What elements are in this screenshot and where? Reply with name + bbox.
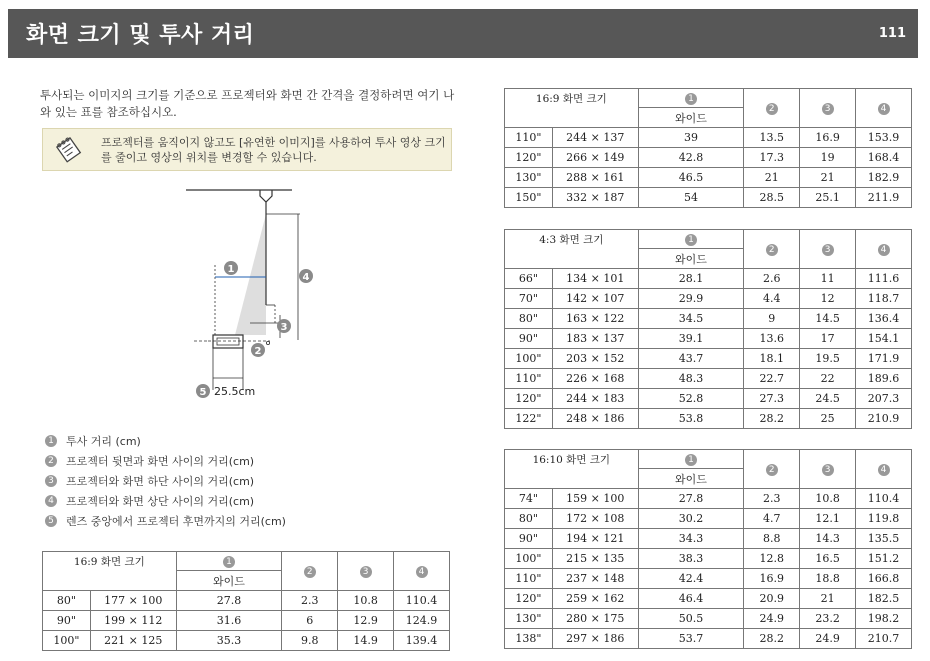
table-cell: 211.9 (856, 188, 912, 208)
table-row (505, 269, 912, 289)
table-row (505, 289, 912, 309)
table-row (505, 349, 912, 369)
table-cell: 12.9 (338, 611, 394, 631)
column-header (394, 552, 450, 591)
table-cell: 11 (800, 269, 856, 289)
column-number-badge: 4 (416, 566, 428, 578)
table-cell: 27.8 (638, 489, 744, 509)
table-row (505, 369, 912, 389)
table-cell: 226 × 168 (552, 369, 638, 389)
table-cell: 198.2 (856, 609, 912, 629)
column-number-badge: 2 (304, 566, 316, 578)
table-cell: 166.8 (856, 569, 912, 589)
table-169-a (42, 551, 450, 651)
table-row (505, 489, 912, 509)
table-cell: 90" (505, 329, 553, 349)
table-cell: 110.4 (394, 591, 450, 611)
table-cell: 20.9 (744, 589, 800, 609)
table-cell: 39.1 (638, 329, 744, 349)
table-cell: 74" (505, 489, 553, 509)
svg-text:4: 4 (302, 272, 310, 283)
table-cell: 6 (282, 611, 338, 631)
column-header (800, 230, 856, 269)
table-cell: 21 (744, 168, 800, 188)
table-cell: 24.9 (744, 609, 800, 629)
table-cell: 244 × 137 (552, 128, 638, 148)
column-header (800, 450, 856, 489)
table-cell: 177 × 100 (90, 591, 176, 611)
page-number: 111 (878, 26, 906, 41)
table-cell: 30.2 (638, 509, 744, 529)
table-cell: 10.8 (800, 489, 856, 509)
column-header (856, 230, 912, 269)
table-cell: 54 (638, 188, 744, 208)
table-cell: 80" (505, 309, 553, 329)
legend-text: 프로젝터 뒷면과 화면 사이의 거리(cm) (66, 455, 255, 468)
column-number-badge: 3 (822, 103, 834, 115)
table-cell: 53.8 (638, 409, 744, 429)
table-cell: 46.4 (638, 589, 744, 609)
table-cell: 210.7 (856, 629, 912, 649)
column-header (744, 230, 800, 269)
table-cell: 182.9 (856, 168, 912, 188)
column-header (638, 89, 744, 108)
table-cell: 150" (505, 188, 553, 208)
table-cell: 66" (505, 269, 553, 289)
table-cell: 22 (800, 369, 856, 389)
table-cell: 221 × 125 (90, 631, 176, 651)
table-cell: 142 × 107 (552, 289, 638, 309)
table-cell: 46.5 (638, 168, 744, 188)
table-cell: 22.7 (744, 369, 800, 389)
table-cell: 153.9 (856, 128, 912, 148)
table-cell: 163 × 122 (552, 309, 638, 329)
table-cell: 100" (505, 549, 553, 569)
table-1610 (504, 449, 912, 649)
legend-list (45, 431, 375, 531)
table-cell: 110" (505, 569, 553, 589)
svg-text:2: 2 (254, 346, 262, 357)
table-cell: 90" (43, 611, 91, 631)
legend-item (45, 511, 375, 531)
marker-5 (196, 384, 210, 398)
table-cell: 24.5 (800, 389, 856, 409)
table-cell: 210.9 (856, 409, 912, 429)
column-number-badge: 3 (360, 566, 372, 578)
table-cell: 172 × 108 (552, 509, 638, 529)
table-cell: 203 × 152 (552, 349, 638, 369)
table-cell: 25.1 (800, 188, 856, 208)
table-cell: 80" (43, 591, 91, 611)
table-cell: 120" (505, 589, 553, 609)
table-cell: 16.5 (800, 549, 856, 569)
legend-item (45, 431, 375, 451)
table-cell: 18.8 (800, 569, 856, 589)
table-cell: 9.8 (282, 631, 338, 651)
table-cell: 16.9 (800, 128, 856, 148)
page-title: 화면 크기 및 투사 거리 (26, 23, 255, 48)
table-cell: 18.1 (744, 349, 800, 369)
table-row (505, 389, 912, 409)
table-cell: 297 × 186 (552, 629, 638, 649)
table-cell: 80" (505, 509, 553, 529)
table-cell: 110" (505, 369, 553, 389)
table-cell: 139.4 (394, 631, 450, 651)
table-cell: 48.3 (638, 369, 744, 389)
table-cell: 12 (800, 289, 856, 309)
table-cell: 31.6 (176, 611, 282, 631)
column-header (856, 450, 912, 489)
table-cell: 120" (505, 389, 553, 409)
wide-label: 와이드 (176, 571, 282, 591)
column-header (638, 230, 744, 249)
table-cell: 288 × 161 (552, 168, 638, 188)
table-cell: 266 × 149 (552, 148, 638, 168)
table-cell: 332 × 187 (552, 188, 638, 208)
table-cell: 159 × 100 (552, 489, 638, 509)
svg-text:1: 1 (227, 264, 235, 275)
table-cell: 110.4 (856, 489, 912, 509)
legend-item (45, 491, 375, 511)
table-cell: 29.9 (638, 289, 744, 309)
table-cell: 154.1 (856, 329, 912, 349)
table-cell: 14.5 (800, 309, 856, 329)
column-number-badge: 3 (822, 244, 834, 256)
column-header (744, 450, 800, 489)
note-box (42, 128, 452, 171)
table-row (505, 509, 912, 529)
table-cell: 21 (800, 168, 856, 188)
marker-2 (251, 343, 265, 357)
table-cell: 111.6 (856, 269, 912, 289)
table-cell: 244 × 183 (552, 389, 638, 409)
column-number-badge: 2 (766, 244, 778, 256)
table-cell: 17 (800, 329, 856, 349)
column-number-badge: 2 (766, 103, 778, 115)
marker-1 (224, 261, 238, 275)
table-row (505, 309, 912, 329)
table-cell: 27.8 (176, 591, 282, 611)
table-cell: 16.9 (744, 569, 800, 589)
table-cell: 17.3 (744, 148, 800, 168)
column-number-badge: 1 (685, 234, 697, 246)
table-cell: 9 (744, 309, 800, 329)
table-row (505, 629, 912, 649)
note-text: 프로젝터를 움직이지 않고도 [유연한 이미지]를 사용하여 투사 영상 크기를 줄이고 영상의 위치를 변경할 수 있습니다. (101, 136, 446, 164)
table-cell: 110" (505, 128, 553, 148)
table-row (43, 631, 450, 651)
marker-4 (299, 269, 313, 283)
column-header (338, 552, 394, 591)
table-cell: 14.3 (800, 529, 856, 549)
table-cell: 53.7 (638, 629, 744, 649)
table-cell: 34.3 (638, 529, 744, 549)
table-cell: 138" (505, 629, 553, 649)
table-cell: 189.6 (856, 369, 912, 389)
legend-num: 2 (45, 455, 57, 467)
table-row (43, 611, 450, 631)
table-cell: 151.2 (856, 549, 912, 569)
legend-num: 1 (45, 435, 57, 447)
table-cell: 27.3 (744, 389, 800, 409)
legend-item (45, 471, 375, 491)
column-number-badge: 4 (878, 464, 890, 476)
table-cell: 28.1 (638, 269, 744, 289)
wide-label: 와이드 (638, 249, 744, 269)
table-cell: 13.5 (744, 128, 800, 148)
table-cell: 25 (800, 409, 856, 429)
column-number-badge: 1 (685, 93, 697, 105)
column-number-badge: 1 (685, 454, 697, 466)
svg-text:5: 5 (199, 387, 207, 398)
table-row (505, 128, 912, 148)
table-cell: 19 (800, 148, 856, 168)
table-cell: 24.9 (800, 629, 856, 649)
table-cell: 19.5 (800, 349, 856, 369)
table-cell: 70" (505, 289, 553, 309)
table-cell: 35.3 (176, 631, 282, 651)
legend-num: 4 (45, 495, 57, 507)
table-cell: 2.6 (744, 269, 800, 289)
table-cell: 43.7 (638, 349, 744, 369)
distance-label: 25.5cm (214, 385, 256, 398)
table-cell: 122" (505, 409, 553, 429)
page-header (8, 9, 918, 58)
legend-text: 프로젝터와 화면 상단 사이의 거리(cm) (66, 495, 255, 508)
table-row (43, 591, 450, 611)
table-cell: 28.2 (744, 409, 800, 429)
wide-label: 와이드 (638, 469, 744, 489)
table-cell: 119.8 (856, 509, 912, 529)
marker-3 (277, 319, 291, 333)
table-cell: 248 × 186 (552, 409, 638, 429)
legend-num: 3 (45, 475, 57, 487)
table-row (505, 329, 912, 349)
table-title: 16:10 화면 크기 (505, 450, 639, 489)
table-cell: 4.4 (744, 289, 800, 309)
column-number-badge: 4 (878, 244, 890, 256)
column-header (638, 450, 744, 469)
table-cell: 118.7 (856, 289, 912, 309)
column-header (176, 552, 282, 571)
table-cell: 21 (800, 589, 856, 609)
table-title: 4:3 화면 크기 (505, 230, 639, 269)
table-cell: 135.5 (856, 529, 912, 549)
table-title: 16:9 화면 크기 (43, 552, 177, 591)
table-cell: 194 × 121 (552, 529, 638, 549)
table-cell: 14.9 (338, 631, 394, 651)
column-number-badge: 1 (223, 556, 235, 568)
table-cell: 23.2 (800, 609, 856, 629)
table-header-row (505, 230, 912, 249)
column-number-badge: 3 (822, 464, 834, 476)
table-header-row (505, 89, 912, 108)
table-cell: 90" (505, 529, 553, 549)
column-number-badge: 2 (766, 464, 778, 476)
table-cell: 39 (638, 128, 744, 148)
table-title: 16:9 화면 크기 (505, 89, 639, 128)
table-cell: 171.9 (856, 349, 912, 369)
legend-text: 렌즈 중앙에서 프로젝터 후면까지의 거리(cm) (66, 515, 286, 528)
table-row (505, 188, 912, 208)
table-row (505, 569, 912, 589)
projection-diagram (180, 180, 320, 405)
table-cell: 100" (43, 631, 91, 651)
table-cell: 13.6 (744, 329, 800, 349)
table-cell: 2.3 (282, 591, 338, 611)
table-cell: 134 × 101 (552, 269, 638, 289)
legend-text: 프로젝터와 화면 하단 사이의 거리(cm) (66, 475, 255, 488)
table-row (505, 168, 912, 188)
column-header (282, 552, 338, 591)
table-cell: 38.3 (638, 549, 744, 569)
table-cell: 199 × 112 (90, 611, 176, 631)
table-169-b (504, 88, 912, 208)
column-header (744, 89, 800, 128)
table-cell: 100" (505, 349, 553, 369)
table-row (505, 409, 912, 429)
table-cell: 120" (505, 148, 553, 168)
table-cell: 42.4 (638, 569, 744, 589)
table-43 (504, 229, 912, 429)
table-cell: 130" (505, 168, 553, 188)
column-header (856, 89, 912, 128)
legend-num: 5 (45, 515, 57, 527)
column-number-badge: 4 (878, 103, 890, 115)
table-cell: 168.4 (856, 148, 912, 168)
table-cell: 2.3 (744, 489, 800, 509)
table-row (505, 589, 912, 609)
svg-text:3: 3 (280, 322, 288, 333)
legend-text: 투사 거리 (cm) (66, 435, 141, 448)
table-cell: 12.1 (800, 509, 856, 529)
table-cell: 28.2 (744, 629, 800, 649)
table-cell: 124.9 (394, 611, 450, 631)
table-cell: 182.5 (856, 589, 912, 609)
wide-label: 와이드 (638, 108, 744, 128)
table-cell: 12.8 (744, 549, 800, 569)
table-cell: 42.8 (638, 148, 744, 168)
table-cell: 4.7 (744, 509, 800, 529)
table-cell: 215 × 135 (552, 549, 638, 569)
table-cell: 52.8 (638, 389, 744, 409)
table-cell: 130" (505, 609, 553, 629)
table-cell: 183 × 137 (552, 329, 638, 349)
table-cell: 136.4 (856, 309, 912, 329)
intro-text: 투사되는 이미지의 크기를 기준으로 프로젝터와 화면 간 간격을 결정하려면 여기 나와 있는 표를 참조하십시오. (40, 88, 455, 119)
table-cell: 207.3 (856, 389, 912, 409)
table-cell: 50.5 (638, 609, 744, 629)
legend-item (45, 451, 375, 471)
note-icon (53, 135, 83, 163)
table-cell: 259 × 162 (552, 589, 638, 609)
table-row (505, 148, 912, 168)
table-cell: 8.8 (744, 529, 800, 549)
table-cell: 10.8 (338, 591, 394, 611)
table-cell: 28.5 (744, 188, 800, 208)
table-header-row (505, 450, 912, 469)
table-row (505, 609, 912, 629)
table-cell: 280 × 175 (552, 609, 638, 629)
table-row (505, 529, 912, 549)
table-header-row (43, 552, 450, 571)
column-header (800, 89, 856, 128)
table-cell: 237 × 148 (552, 569, 638, 589)
table-row (505, 549, 912, 569)
table-cell: 34.5 (638, 309, 744, 329)
